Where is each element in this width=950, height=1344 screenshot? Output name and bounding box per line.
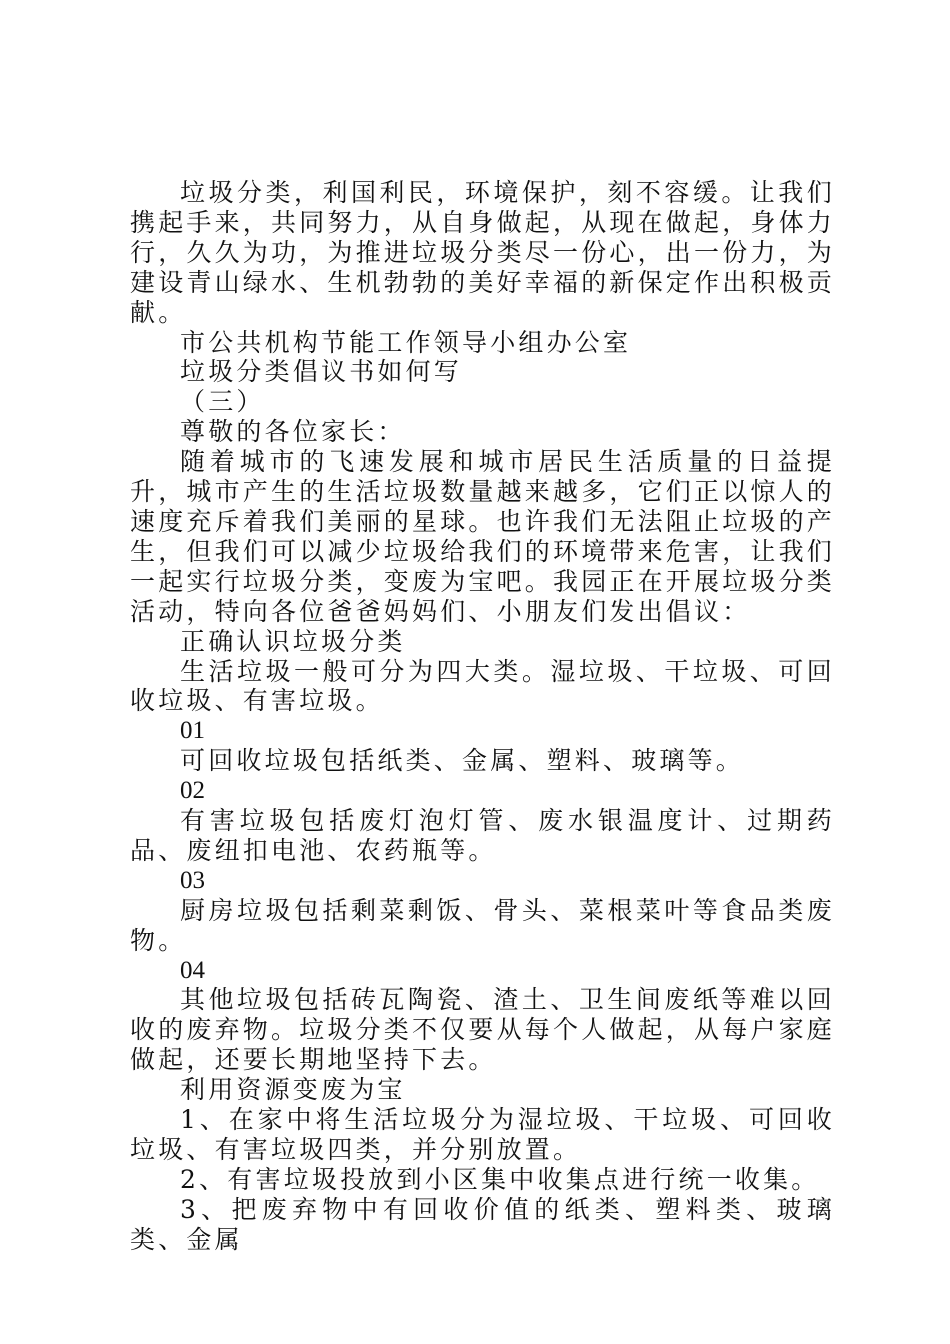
paragraph-recyclable: 可回收垃圾包括纸类、金属、塑料、玻璃等。 [180, 746, 745, 776]
paragraph-step-2: 2、有害垃圾投放到小区集中收集点进行统一收集。 [180, 1164, 820, 1194]
paragraph-section-number: （三） [180, 387, 265, 417]
paragraph-signature: 市公共机构节能工作领导小组办公室 [180, 327, 632, 357]
paragraph-hazardous: 有害垃圾包括废灯泡灯管、废水银温度计、过期药品、废纽扣电池、农药瓶等。 [130, 806, 835, 865]
paragraph-number-04: 04 [180, 956, 205, 984]
paragraph-step-3: 3、把废弃物中有回收价值的纸类、塑料类、玻璃类、金属 [130, 1194, 835, 1254]
document-body [130, 178, 835, 1255]
paragraph-subheading-reuse: 利用资源变废为宝 [180, 1075, 406, 1105]
paragraph-number-01: 01 [180, 717, 205, 745]
paragraph-other-waste: 其他垃圾包括砖瓦陶瓷、渣土、卫生间废纸等难以回收的废弃物。垃圾分类不仅要从每个人做起，从每户家庭做起，还要长期地坚持下去。 [130, 985, 836, 1075]
paragraph-intro: 随着城市的飞速发展和城市居民生活质量的日益提升，城市产生的生活垃圾数量越来越多，它们正以惊人的速度充斥着我们美丽的星球。也许我们无法阻止垃圾的产生，但我们可以减少垃圾给我们的环境带来危害，让我们一起实行垃圾分类，变废为宝吧。我园正在开展垃圾分类活动，特向各位爸爸妈妈们、小朋友们发出倡议： [130, 447, 836, 626]
paragraph-closing-appeal: 垃圾分类，利国利民，环境保护，刻不容缓。让我们携起手来，共同努力，从自身做起，从现在做起，身体力行，久久为功，为推进垃圾分类尽一份心，出一份力，为建设青山绿水、生机勃勃的美好幸福的新保定作出积极贡献。 [130, 178, 836, 327]
paragraph-step-1: 1、在家中将生活垃圾分为湿垃圾、干垃圾、可回收垃圾、有害垃圾四类，并分别放置。 [130, 1105, 835, 1164]
paragraph-number-03: 03 [180, 866, 205, 894]
paragraph-subheading-understand: 正确认识垃圾分类 [180, 626, 406, 656]
paragraph-heading: 垃圾分类倡议书如何写 [180, 357, 463, 387]
paragraph-four-categories: 生活垃圾一般可分为四大类。湿垃圾、干垃圾、可回收垃圾、有害垃圾。 [130, 656, 835, 716]
paragraph-number-02: 02 [180, 777, 205, 805]
paragraph-kitchen: 厨房垃圾包括剩菜剩饭、骨头、菜根菜叶等食品类废物。 [130, 895, 835, 955]
paragraph-salutation: 尊敬的各位家长： [180, 417, 406, 447]
